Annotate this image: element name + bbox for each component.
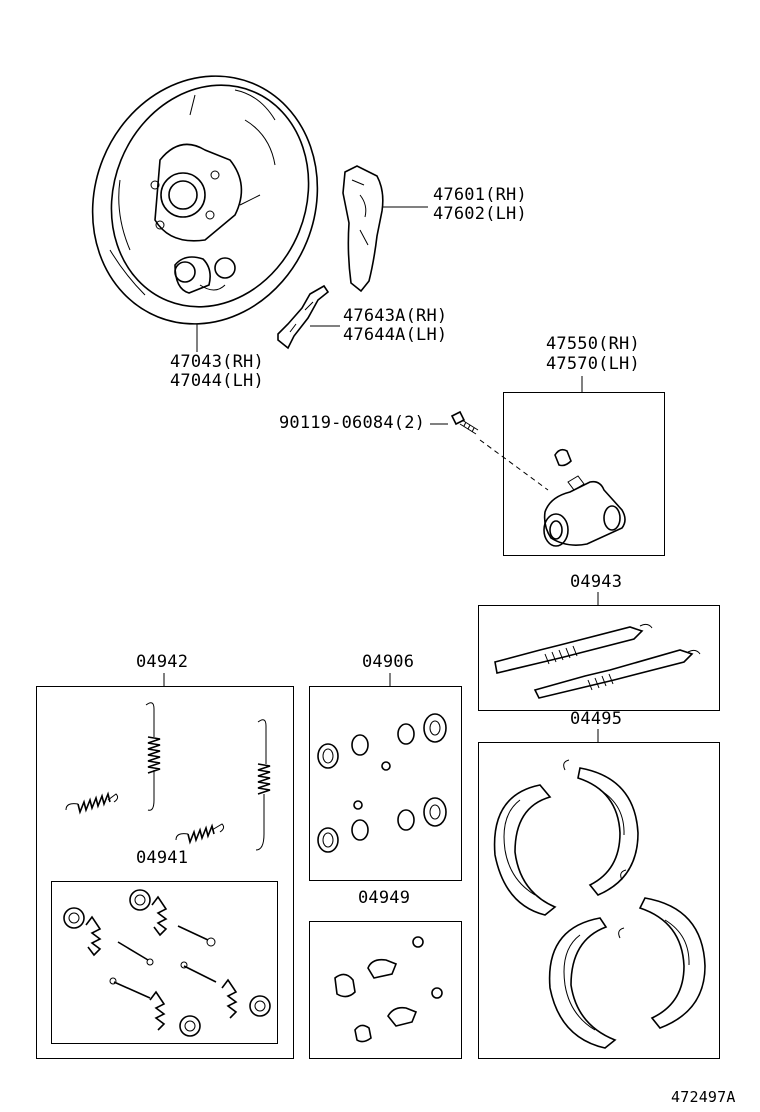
backing-plate-label-rh: 47043(RH) <box>170 352 264 372</box>
diagram-id: 472497A <box>671 1088 736 1106</box>
hold-down-kit-box <box>51 881 278 1044</box>
bolt-label: 90119-06084(2) <box>279 413 426 433</box>
strut-label-rh: 47643A(RH) <box>343 306 448 326</box>
boot-kit-label: 04949 <box>358 888 411 908</box>
shoe-set-label: 04495 <box>570 709 623 729</box>
shoe-set-box <box>478 742 720 1059</box>
wheel-cylinder-box <box>503 392 665 556</box>
cylinder-kit-box <box>309 686 462 881</box>
boot-kit-box <box>309 921 462 1059</box>
adjuster-kit-label: 04943 <box>570 572 623 592</box>
lever-label-rh: 47601(RH) <box>433 185 527 205</box>
adjuster-kit-box <box>478 605 720 711</box>
wheel-cylinder-label-lh: 47570(LH) <box>546 354 640 374</box>
strut-drawing <box>278 286 340 348</box>
wheel-cylinder-label-rh: 47550(RH) <box>546 334 640 354</box>
backing-plate-label-lh: 47044(LH) <box>170 371 264 391</box>
lever-label-lh: 47602(LH) <box>433 204 527 224</box>
strut-label-lh: 47644A(LH) <box>343 325 448 345</box>
cylinder-kit-label: 04906 <box>362 652 415 672</box>
parking-lever-drawing <box>343 166 428 291</box>
hold-down-kit-label: 04941 <box>136 848 189 868</box>
spring-kit-label: 04942 <box>136 652 189 672</box>
backing-plate-drawing <box>56 42 354 358</box>
